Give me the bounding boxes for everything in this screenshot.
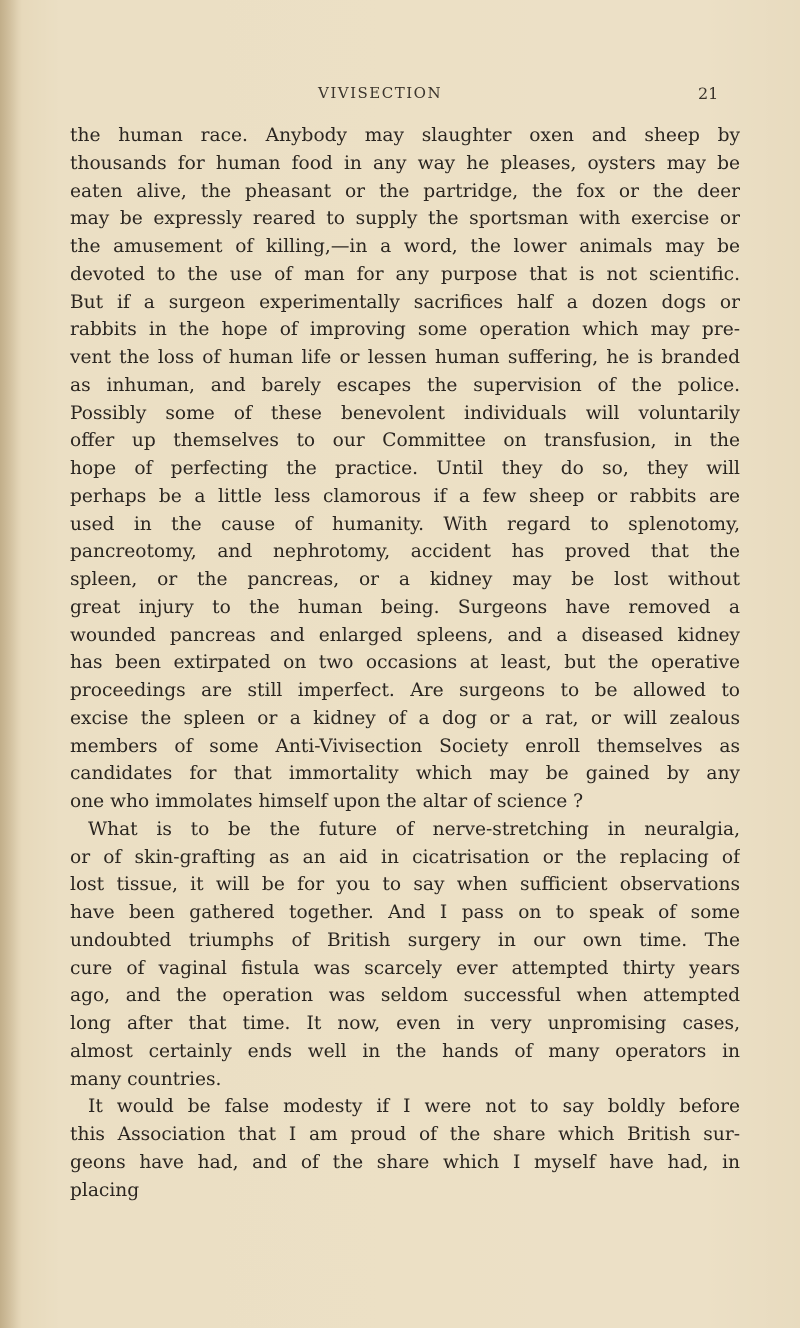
- text-line: lost tissue, it will be for you to say when sufficient observations: [70, 874, 740, 896]
- text-line: What is to be the future of nerve-stretching in neuralgia,: [88, 818, 740, 840]
- page-number: 21: [698, 84, 719, 103]
- text-line: perhaps be a little less clamorous if a few sheep or rabbits are: [70, 485, 740, 507]
- body-text: [70, 122, 740, 1204]
- spine-shadow: [0, 0, 22, 1328]
- text-line: thousands for human food in any way he pleases, oysters may be: [70, 152, 740, 174]
- text-line: placing: [70, 1179, 140, 1201]
- text-line: almost certainly ends well in the hands of many operators in: [70, 1040, 740, 1062]
- text-line: may be expressly reared to supply the sportsman with exercise or: [70, 208, 740, 230]
- text-line: spleen, or the pancreas, or a kidney may be lost without: [70, 569, 740, 590]
- text-line: excise the spleen or a kidney of a dog or a rat, or will zealous: [70, 707, 740, 729]
- text-line: the amusement of killing,—in a word, the lower animals may be: [70, 236, 740, 257]
- running-title: VIVISECTION: [318, 84, 443, 102]
- text-line: have been gathered together. And I pass on to speak of some: [70, 902, 740, 923]
- text-line: the human race. Anybody may slaughter oxen and sheep by: [70, 125, 740, 146]
- text-line: long after that time. It now, even in very unpromising cases,: [70, 1013, 740, 1034]
- text-line: or of skin-grafting as an aid in cicatrisation or the replacing of: [70, 846, 740, 868]
- text-line: devoted to the use of man for any purpose that is not scientific.: [70, 263, 740, 285]
- text-line: used in the cause of humanity. With regard to splenotomy,: [70, 513, 740, 535]
- text-line: one who immolates himself upon the altar of science ?: [70, 791, 584, 812]
- text-line: But if a surgeon experimentally sacrifices half a dozen dogs or: [70, 291, 740, 313]
- text-line: rabbits in the hope of improving some operation which may pre-: [70, 319, 740, 341]
- text-line: cure of vaginal fistula was scarcely ever attempted thirty years: [70, 957, 740, 979]
- running-head: [0, 84, 800, 112]
- text-line: many countries.: [70, 1068, 222, 1090]
- text-line: members of some Anti-Vivisection Society enroll themselves as: [70, 735, 740, 757]
- text-line: wounded pancreas and enlarged spleens, and a diseased kidney: [70, 624, 740, 646]
- text-line: this Association that I am proud of the share which British sur-: [70, 1124, 740, 1145]
- text-line: candidates for that immortality which may be gained by any: [70, 763, 740, 785]
- text-line: offer up themselves to our Committee on transfusion, in the: [70, 430, 740, 452]
- text-line: as inhuman, and barely escapes the supervision of the police.: [70, 374, 740, 396]
- text-line: pancreotomy, and nephrotomy, accident has proved that the: [70, 541, 740, 563]
- text-line: proceedings are still imperfect. Are surgeons to be allowed to: [70, 680, 740, 701]
- text-line: ago, and the operation was seldom successful when attempted: [70, 985, 740, 1007]
- text-line: Possibly some of these benevolent individuals will voluntarily: [70, 402, 740, 424]
- text-line: hope of perfecting the practice. Until they do so, they will: [70, 458, 740, 479]
- text-line: geons have had, and of the share which I myself have had, in: [70, 1151, 740, 1173]
- text-line: vent the loss of human life or lessen human suffering, he is branded: [70, 347, 740, 368]
- text-line: eaten alive, the pheasant or the partridge, the fox or the deer: [70, 180, 740, 202]
- text-line: undoubted triumphs of British surgery in our own time. The: [70, 929, 740, 951]
- text-line: has been extirpated on two occasions at least, but the operative: [70, 652, 740, 674]
- text-line: great injury to the human being. Surgeons have removed a: [70, 596, 740, 618]
- text-line: It would be false modesty if I were not to say boldly before: [88, 1096, 740, 1118]
